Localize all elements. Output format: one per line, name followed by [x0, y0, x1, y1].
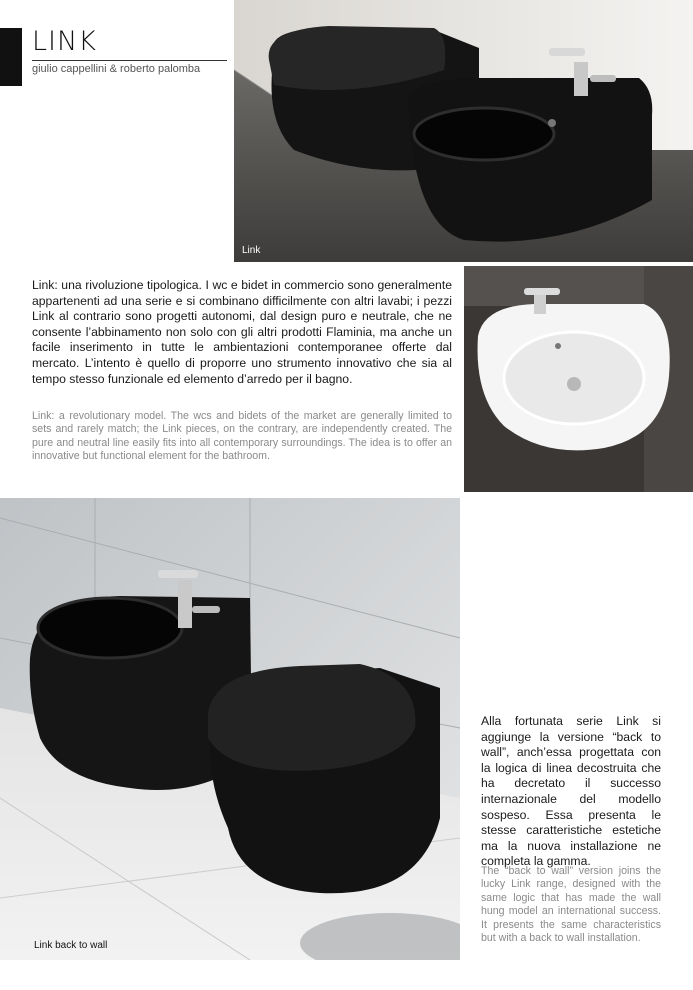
- photo-link-back-to-wall-illustration: [0, 498, 460, 960]
- photo-link-wall-hung: [234, 0, 693, 262]
- intro-text-english: Link: a revolutionary model. The wcs and bidets of the market are generally limited to sets and rarely match; the Link pieces, on the contrary, are independently created. The pure and neutral line easily fits into all contemporary surroundings. The idea is to offer an innovative but functional element for the bathroom.: [32, 410, 452, 463]
- photo-link-wall-hung-illustration: [234, 0, 693, 262]
- page-title: LINK: [32, 26, 97, 57]
- designers-credit: giulio cappellini & roberto palomba: [32, 63, 201, 75]
- back-to-wall-text-italian: Alla fortunata serie Link si aggiunge la versione “back to wall”, anch’essa progettata con la logica di linea decostruita che ha decretato il successo internazionale del modello sospeso. Essa presenta le stesse caratteristiche estetiche ma la nuova installazione ne completa la gamma.: [481, 714, 661, 869]
- photo-caption: Link back to wall: [34, 940, 108, 951]
- photo-link-back-to-wall: [0, 498, 460, 960]
- photo-link-white-bidet-illustration: [464, 266, 693, 492]
- back-to-wall-text-english: The “back to wall” version joins the lucky Link range, designed with the same logic that has made the wall hung model an international success. It presents the same characteristics but with a back to wall installation.: [481, 865, 661, 945]
- photo-link-white-bidet: [464, 266, 693, 492]
- title-accent-bar: [0, 28, 22, 86]
- title-divider: [32, 60, 227, 61]
- intro-text-italian: Link: una rivoluzione tipologica. I wc e bidet in commercio sono generalmente appartenenti ad una serie e si combinano difficilmente con altri lavabi; i pezzi Link al contrario sono progetti autonomi, dal design puro e neutrale, che ne consente l’abbinamento non solo con gli altri prodotti Flaminia, ma anche un facile inserimento in tutte le ambientazioni contemporanee offerte dal mercato. L’intento è quello di proporre uno strumento innovativo che sia al tempo stesso funzionale ed elemento d’arredo per il bagno.: [32, 278, 452, 386]
- photo-caption: Link: [242, 245, 261, 256]
